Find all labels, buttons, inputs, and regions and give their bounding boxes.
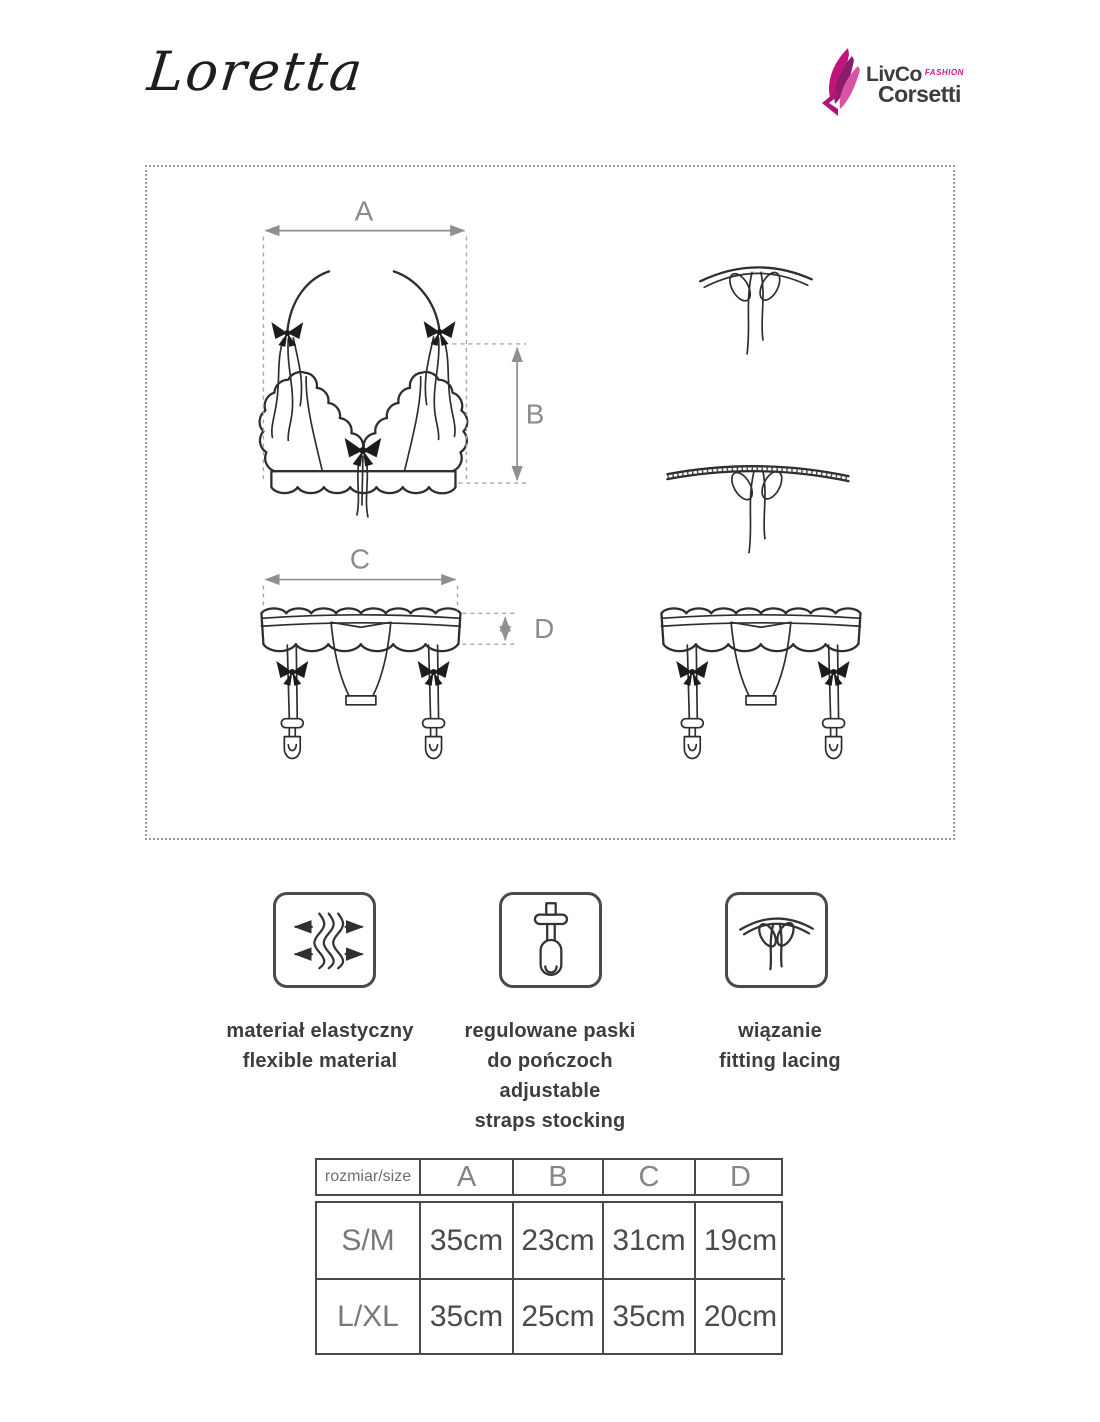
dimension-label-d: D — [534, 613, 555, 645]
row-sm-b: 23cm — [512, 1203, 602, 1278]
flexible-material-box — [273, 892, 376, 988]
brand-name-top: LivCo — [866, 63, 922, 86]
adjustable-straps-label: regulowane paski do pończoch adjustable straps stocking — [464, 1020, 636, 1132]
page-title: Loretta — [144, 40, 368, 103]
header-rozmiar-size: rozmiar/size — [324, 1168, 412, 1185]
stretch-arrows-icon — [276, 892, 373, 988]
dimension-label-a: A — [354, 195, 374, 227]
header-a: A — [419, 1160, 512, 1194]
garter-back-drawing — [661, 608, 860, 758]
row-sm-c: 31cm — [602, 1203, 694, 1278]
bra-front-drawing — [260, 271, 468, 517]
brand-name-bottom: Corsetti — [878, 81, 961, 107]
lacing-bow-icon — [728, 892, 825, 988]
row-sm-d: 19cm — [694, 1203, 785, 1278]
brand-logo — [818, 46, 1008, 118]
bra-back-drawing — [667, 267, 848, 552]
feature-icons-row — [0, 892, 1100, 988]
dimension-label-c: C — [349, 543, 371, 575]
brand-name-suffix: FASHION — [924, 68, 964, 77]
bra-dimensions — [263, 196, 544, 483]
row-lxl-a: 35cm — [419, 1278, 512, 1353]
garment-diagram — [147, 167, 953, 838]
brand-wing-icon — [818, 46, 866, 118]
size-table-header — [315, 1158, 783, 1196]
header-b: B — [512, 1160, 602, 1194]
garter-dimensions — [263, 544, 554, 645]
header-d: D — [694, 1160, 785, 1194]
flexible-material-label: materiał elastyczny flexible material — [226, 1020, 414, 1072]
row-lxl-c: 35cm — [602, 1278, 694, 1353]
row-lxl-label: L/XL — [317, 1278, 419, 1353]
size-table-body — [315, 1201, 783, 1355]
fitting-lacing-label: wiązanie fitting lacing — [719, 1020, 841, 1072]
adjustable-straps-box — [499, 892, 602, 988]
feature-labels-row — [0, 1016, 1100, 1136]
row-lxl-d: 20cm — [694, 1278, 785, 1353]
brand-text — [866, 63, 964, 107]
row-lxl-b: 25cm — [512, 1278, 602, 1353]
dimension-label-b: B — [525, 398, 545, 430]
fitting-lacing-box — [725, 892, 828, 988]
diagram-panel — [145, 165, 955, 840]
garter-front-drawing — [261, 608, 460, 758]
size-table — [315, 1158, 783, 1355]
header-c: C — [602, 1160, 694, 1194]
row-sm-a: 35cm — [419, 1203, 512, 1278]
garter-clip-icon — [502, 892, 599, 988]
row-sm-label: S/M — [341, 1223, 395, 1257]
